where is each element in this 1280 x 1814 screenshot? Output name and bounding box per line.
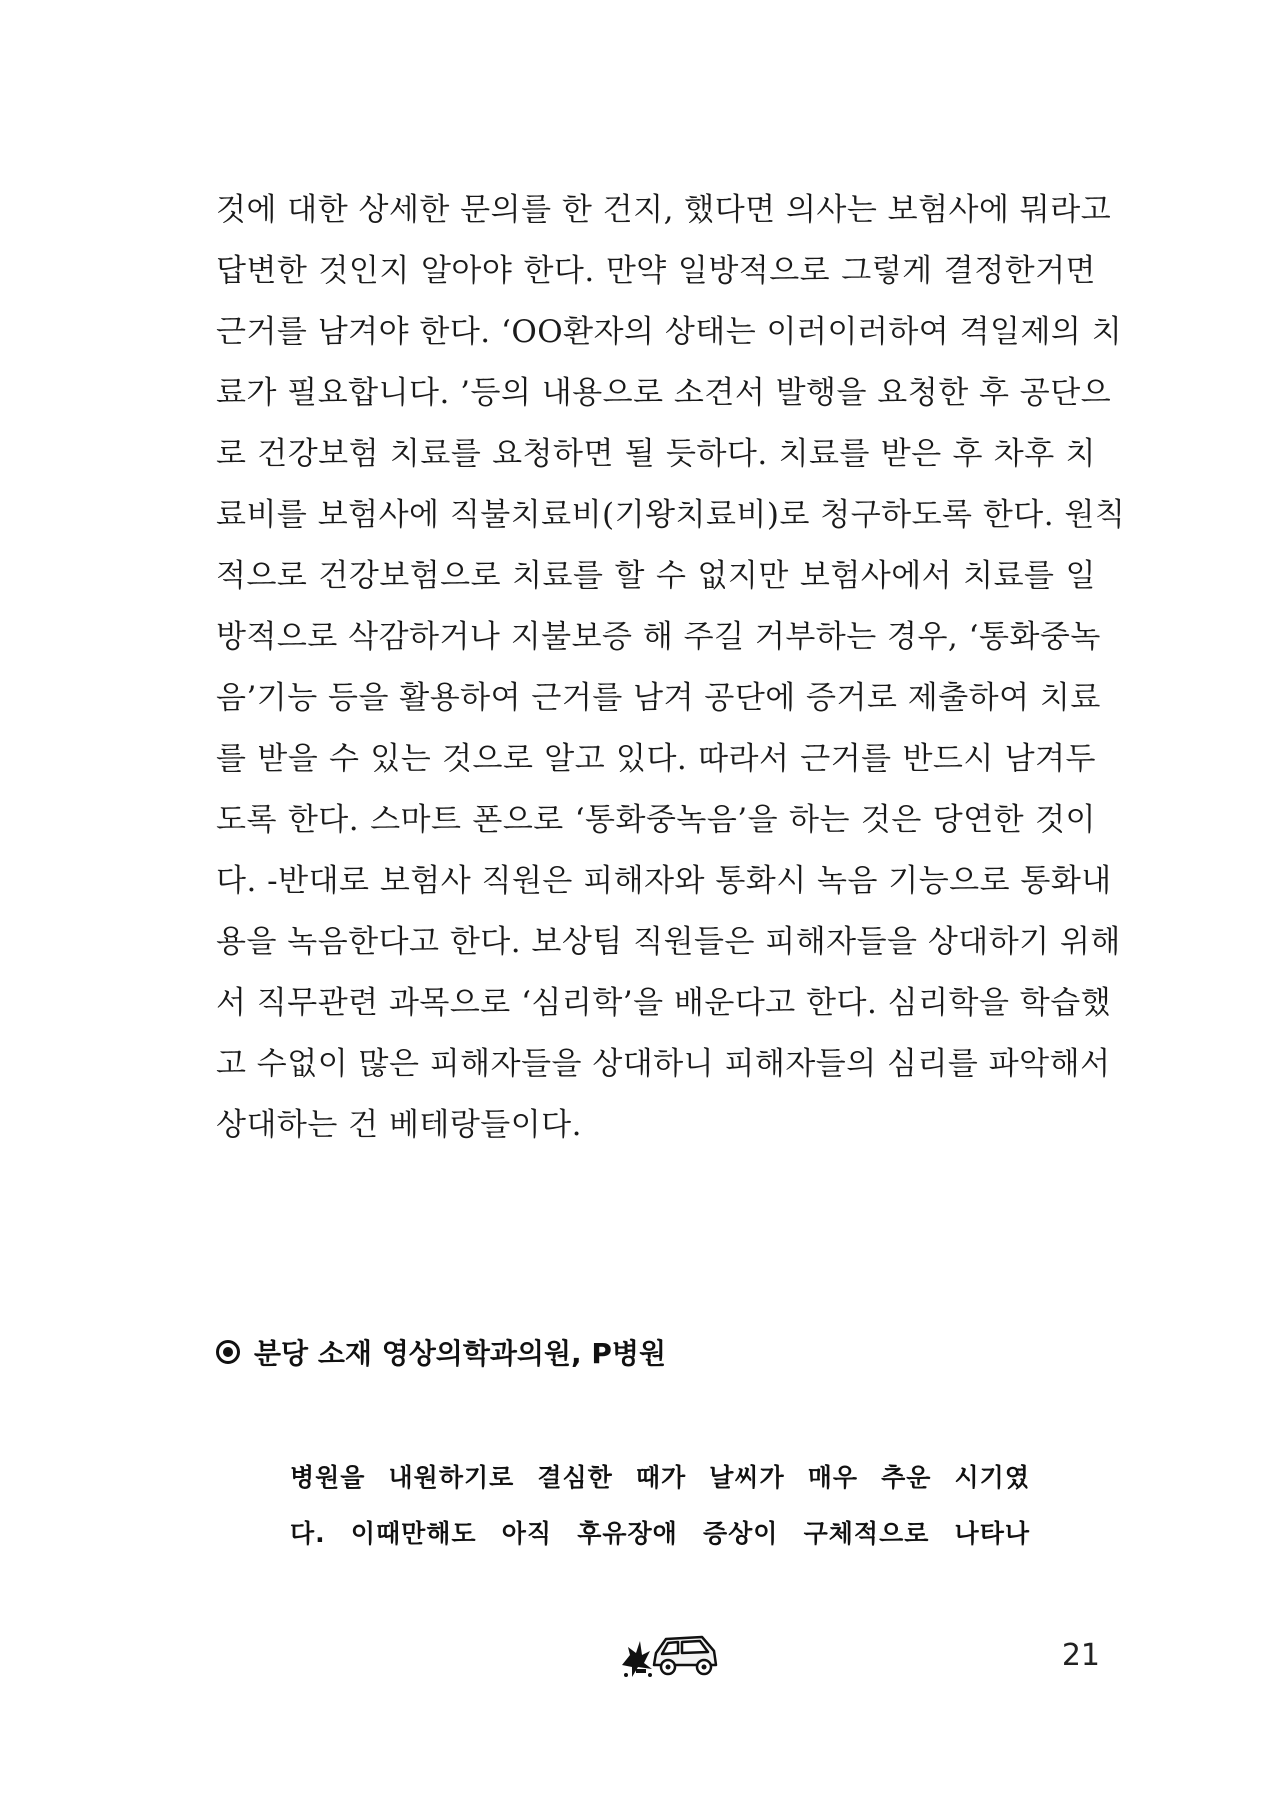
body-line: 음’기능 등을 활용하여 근거를 남겨 공단에 증거로 제출하여 치료 bbox=[216, 680, 1101, 716]
quote-line: 다. 이때만해도 아직 후유장애 증상이 구체적으로 나타나 bbox=[290, 1519, 1030, 1548]
section-heading-text: 분당 소재 영상의학과의원, P병원 bbox=[254, 1337, 667, 1370]
body-line: 고 수없이 많은 피해자들을 상대하니 피해자들의 심리를 파악해서 bbox=[216, 1046, 1111, 1082]
body-line: 다. -반대로 보험사 직원은 피해자와 통화시 녹음 기능으로 통화내 bbox=[216, 863, 1112, 899]
body-line: 로 건강보험 치료를 요청하면 될 듯하다. 치료를 받은 후 차후 치 bbox=[216, 436, 1096, 472]
body-line: 적으로 건강보험으로 치료를 할 수 없지만 보험사에서 치료를 일 bbox=[216, 558, 1096, 594]
body-line: 근거를 남겨야 한다. ‘OO환자의 상태는 이러이러하여 격일제의 치 bbox=[216, 314, 1123, 350]
body-paragraph bbox=[216, 180, 1126, 1156]
body-line: 방적으로 삭감하거나 지불보증 해 주길 거부하는 경우, ‘통화중녹 bbox=[216, 619, 1101, 655]
body-line: 를 받을 수 있는 것으로 알고 있다. 따라서 근거를 반드시 남겨두 bbox=[216, 741, 1096, 777]
section-heading bbox=[216, 1330, 666, 1374]
bullseye-icon bbox=[216, 1340, 240, 1364]
body-line: 것에 대한 상세한 문의를 한 건지, 했다면 의사는 보험사에 뭐라고 bbox=[216, 192, 1112, 228]
body-line: 서 직무관련 과목으로 ‘심리학’을 배운다고 한다. 심리학을 학습했 bbox=[216, 985, 1112, 1021]
body-line: 료가 필요합니다. ’등의 내용으로 소견서 발행을 요청한 후 공단으 bbox=[216, 375, 1112, 411]
body-line: 상대하는 건 베테랑들이다. bbox=[216, 1107, 582, 1143]
body-line: 답변한 것인지 알아야 한다. 만약 일방적으로 그렇게 결정한거면 bbox=[216, 253, 1096, 289]
body-line: 용을 녹음한다고 한다. 보상팀 직원들은 피해자들을 상대하기 위해 bbox=[216, 924, 1121, 960]
body-line: 도록 한다. 스마트 폰으로 ‘통화중녹음’을 하는 것은 당연한 것이 bbox=[216, 802, 1096, 838]
car-accident-icon bbox=[620, 1625, 720, 1681]
quote-line: 병원을 내원하기로 결심한 때가 날씨가 매우 추운 시기였 bbox=[290, 1463, 1030, 1492]
page-number: 21 bbox=[1061, 1638, 1100, 1673]
quote-block bbox=[290, 1450, 1030, 1562]
body-line: 료비를 보험사에 직불치료비(기왕치료비)로 청구하도록 한다. 원칙 bbox=[216, 497, 1126, 533]
